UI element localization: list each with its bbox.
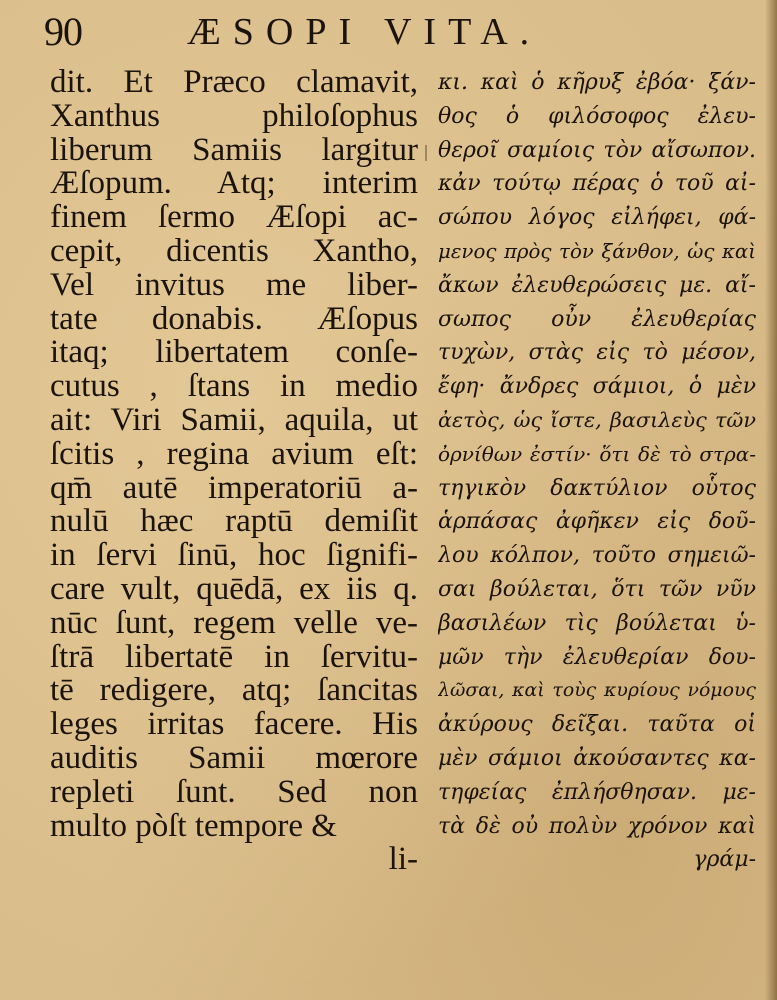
latin-line: auditis Samii mœrore (50, 739, 418, 776)
greek-line: ὀρνίθων ἐστίν· ὅτι δὲ τὸ στρα- (438, 441, 756, 466)
greek-line: λῶσαι, καὶ τοὺς κυρίους νόμους (438, 679, 756, 702)
gutter-mark (425, 145, 427, 161)
greek-catchword: γράμ- (693, 847, 756, 873)
latin-line: nulū hæc raptū demiſit (50, 503, 418, 540)
page-header (44, 10, 757, 54)
latin-line: care vult, quēdā, ex iis q. (50, 570, 418, 607)
latin-column (50, 66, 418, 877)
running-title: ÆSOPI VITA. (187, 11, 542, 53)
latin-line: ait: Viri Samii, aquila, ut (50, 401, 418, 438)
latin-line: in ſervi ſinū, hoc ſignifi- (50, 537, 418, 574)
greek-line: ἁρπάσας ἀφῆκεν εἰς δοῦ- (438, 509, 756, 535)
greek-line: ἀετὸς, ὡς ἴστε, βασιλεὺς τῶν (438, 407, 756, 432)
greek-line: θος ὁ φιλόσοφος ἐλευ- (438, 103, 756, 129)
latin-line: qm̄ autē imperatoriū a- (50, 469, 418, 506)
greek-line: σωπος οὖν ἐλευθερίας (438, 306, 756, 332)
latin-line: ſtrā libertatē in ſervitu- (50, 638, 418, 675)
latin-line: tē redigere, atq; ſancitas (50, 672, 418, 709)
latin-line: dit. Et Præco clamavit, (50, 64, 418, 100)
greek-line: τὰ δὲ οὐ πολὺν χρόνον καὶ (438, 813, 756, 839)
latin-line: cepit, dicentis Xantho, (50, 232, 418, 269)
page-edge-shadow (765, 0, 777, 1000)
latin-line: Æſopum. Atq; interim (50, 165, 418, 202)
greek-line: λου κόλπον, τοῦτο σημειῶ- (438, 543, 756, 569)
latin-catchword: li- (388, 841, 418, 878)
latin-line: finem ſermo Æſopi ac- (50, 199, 418, 236)
greek-line: τηγικὸν δακτύλιον οὗτος (438, 475, 756, 501)
latin-line: Xanthus philoſophus (50, 97, 418, 134)
latin-line: ſcitis , regina avium eſt: (50, 435, 418, 472)
greek-line: τυχὼν, στὰς εἰς τὸ μέσον, (438, 340, 756, 366)
greek-line: κι. καὶ ὁ κῆρυξ ἐβόα· ξάν- (438, 70, 756, 95)
greek-line: σαι βούλεται, ὅτι τῶν νῦν (438, 576, 756, 602)
page-number: 90 (44, 9, 82, 54)
latin-line: Vel invitus me liber- (50, 266, 418, 303)
greek-line: θεροῖ σαμίοις τὸν αἴσωπον. (438, 137, 756, 163)
latin-line: cutus , ſtans in medio (50, 368, 418, 405)
greek-line: μὲν σάμιοι ἀκούσαντες κα- (438, 745, 756, 771)
greek-line: μενος πρὸς τὸν ξάνθον, ὡς καὶ (438, 239, 756, 263)
greek-line: ἄκων ἐλευθερώσεις με. αἴ- (438, 272, 756, 298)
greek-line: ἔφη· ἄνδρες σάμιοι, ὁ μὲν (438, 374, 756, 400)
latin-line: liberum Samiis largitur (50, 131, 418, 168)
latin-line: nūc ſunt, regem velle ve- (50, 604, 418, 641)
greek-line: βασιλέων τὶς βούλεται ὑ- (438, 610, 756, 636)
greek-column (438, 66, 756, 877)
greek-line: τηφείας ἐπλήσθησαν. με- (438, 779, 756, 805)
latin-line: multo pòſt tempore & (50, 807, 337, 844)
greek-line: μῶν τὴν ἐλευθερίαν δου- (438, 644, 756, 670)
greek-line: ἀκύρους δεῖξαι. ταῦτα οἱ (438, 712, 756, 738)
latin-line: itaq; libertatem conſe- (50, 334, 418, 371)
latin-line: leges irritas facere. His (50, 706, 418, 743)
latin-line: repleti ſunt. Sed non (50, 773, 418, 810)
greek-line: κἀν τούτῳ πέρας ὁ τοῦ αἰ- (438, 171, 756, 197)
latin-line: tate donabis. Æſopus (50, 300, 418, 337)
greek-line: σώπου λόγος εἰλήφει, φά- (438, 205, 756, 231)
